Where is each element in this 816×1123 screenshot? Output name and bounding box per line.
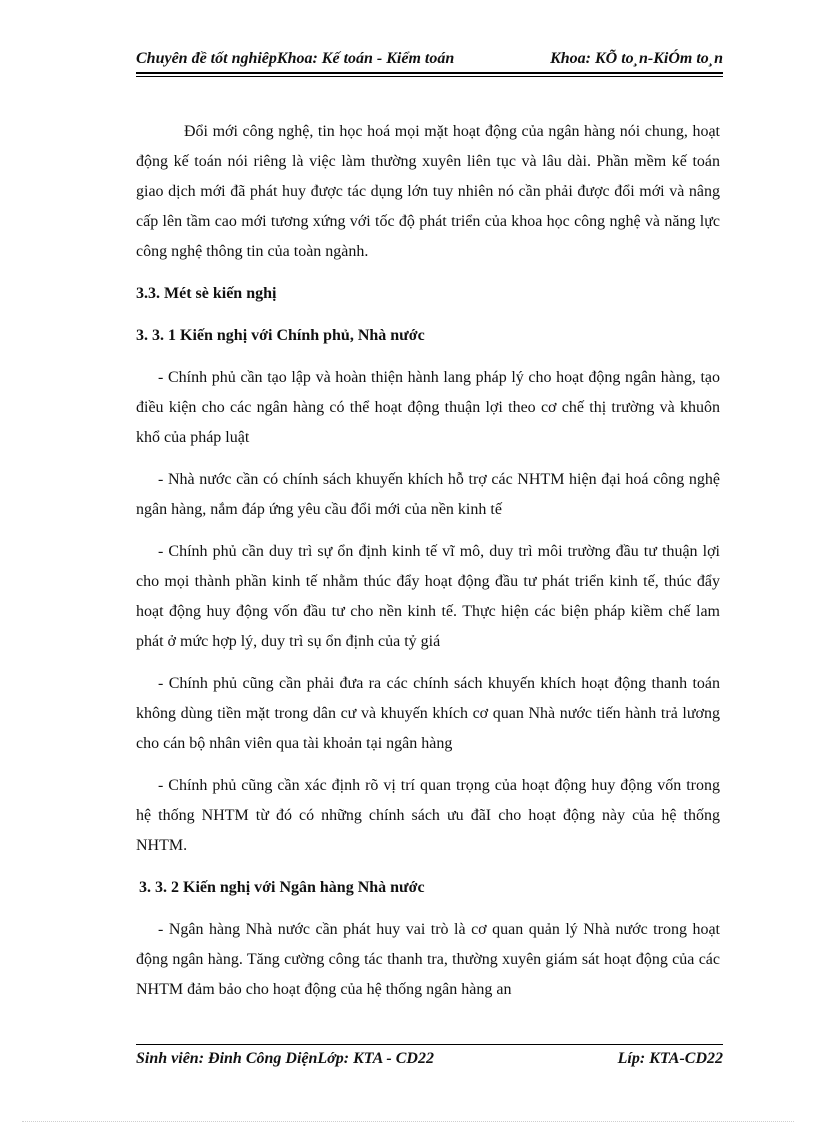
page-bottom-border bbox=[22, 1121, 794, 1122]
subsection-2-heading: 3. 3. 2 Kiến nghị với Ngân hàng Nhà nước bbox=[139, 879, 425, 896]
intro-paragraph: Đổi mới công nghệ, tin học hoá mọi mặt hoạt động của ngân hàng nói chung, hoạt động kế toán nói riêng là việc làm thường xuyên liên tục và lâu dài. Phần mềm kế toán giao dịch mới đã phát huy được tác dụng lớn tuy nhiên nó cần phải được đổi mới và nâng cấp lên tầm cao mới tương xứng với tốc độ phát triển của khoa học công nghệ và năng lực công nghệ thông tin của toàn ngành. bbox=[136, 123, 720, 260]
subsection-1-item: - Chính phủ cũng cần phải đưa ra các chính sách khuyến khích hoạt động thanh toán không dùng tiền mặt trong dân cư và khuyến khích cơ quan Nhà nước tiến hành trả lương cho cán bộ nhân viên qua tài khoản tại ngân hàng bbox=[136, 675, 720, 752]
footer-rule bbox=[136, 1044, 723, 1045]
header-rule-thick bbox=[136, 72, 723, 74]
page-footer bbox=[136, 1048, 723, 1070]
subsection-1-heading: 3. 3. 1 Kiến nghị với Chính phủ, Nhà nước bbox=[136, 327, 425, 344]
page-header bbox=[136, 48, 723, 70]
footer-left-text: Sinh viên: Đinh Công DiệnLớp: KTA - CD22 bbox=[136, 1050, 434, 1067]
footer-right-text: Líp: KTA-CD22 bbox=[617, 1050, 723, 1067]
subsection-1-item: - Chính phủ cần tạo lập và hoàn thiện hành lang pháp lý cho hoạt động ngân hàng, tạo điều kiện cho các ngân hàng có thể hoạt động thuận lợi theo cơ chế thị trường và khuôn khổ của pháp luật bbox=[136, 369, 720, 446]
header-left-text: Chuyên đề tốt nghiêpKhoa: Kế toán - Kiểm toán bbox=[136, 50, 455, 67]
document-body bbox=[136, 117, 720, 1017]
subsection-1-item: - Nhà nước cần có chính sách khuyến khích hỗ trợ các NHTM hiện đại hoá công nghệ ngân hàng, nắm đáp ứng yêu cầu đổi mới của nền kinh tế bbox=[136, 471, 720, 518]
subsection-1-item: - Chính phủ cần duy trì sự ổn định kinh tế vĩ mô, duy trì môi trường đầu tư thuận lợi cho mọi thành phần kinh tế nhằm thúc đẩy hoạt động đầu tư phát triển kinh tế, thúc đẩy hoạt động huy động vốn đầu tư cho nền kinh tế. Thực hiện các biện pháp kiềm chế lam phát ở mức hợp lý, duy trì sụ ổn định của tỷ giá bbox=[136, 543, 720, 650]
section-heading: 3.3. Mét sè kiến nghị bbox=[136, 285, 277, 302]
header-rule-thin bbox=[136, 76, 723, 77]
subsection-2-item: - Ngân hàng Nhà nước cần phát huy vai trò là cơ quan quản lý Nhà nước trong hoạt động ngân hàng. Tăng cường công tác thanh tra, thường xuyên giám sát hoạt động của các NHTM đảm bảo cho hoạt động của hệ thống ngân hàng an bbox=[136, 921, 720, 998]
header-right-text: Khoa: KÕ to¸n-KiÓm to¸n bbox=[550, 50, 723, 67]
subsection-1-item: - Chính phủ cũng cần xác định rõ vị trí quan trọng của hoạt động huy động vốn trong hệ thống NHTM từ đó có những chính sách ưu đãI cho hoạt động này của hệ thống NHTM. bbox=[136, 777, 720, 854]
